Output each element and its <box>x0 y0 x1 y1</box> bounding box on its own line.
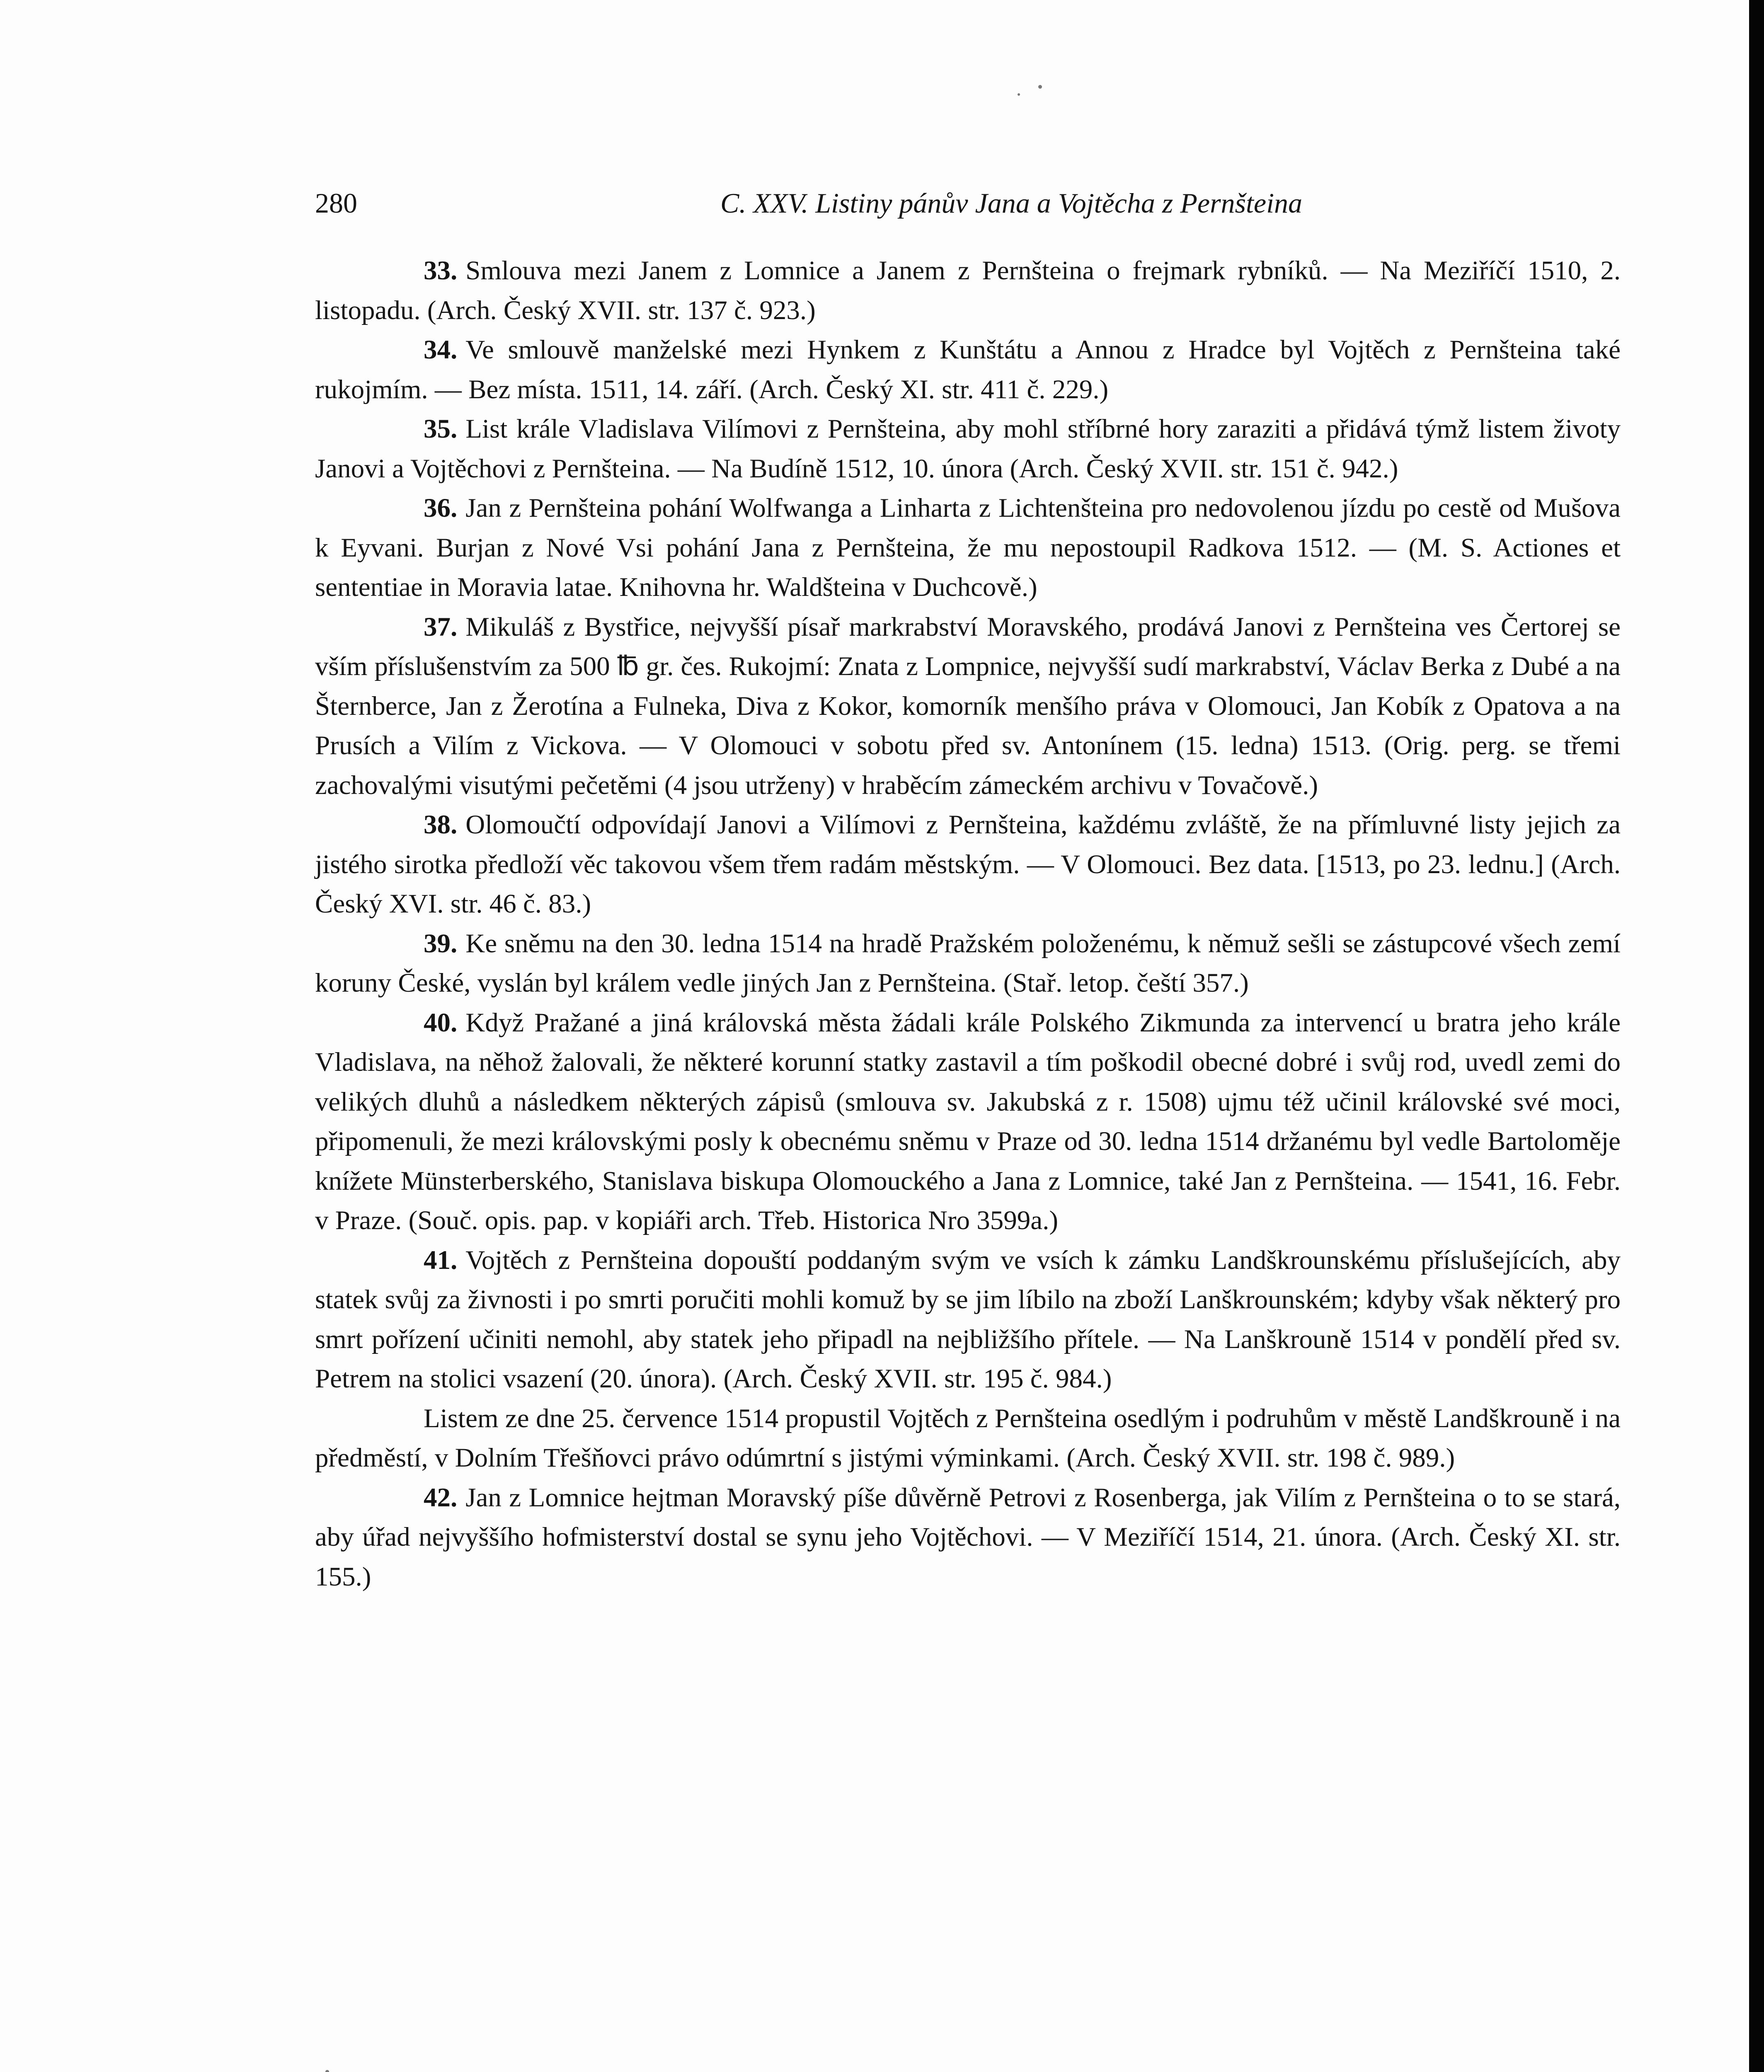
entry-number: 38. <box>424 810 458 840</box>
entry-36 <box>315 489 1621 608</box>
scan-speck <box>1038 85 1042 89</box>
entry-text: List krále Vladislava Vilímovi z Pernšteina, aby mohl stříbrné hory zaraziti a přidává týmž listem životy Janovi a Vojtěchovi z Pernšteina. — Na Budíně 1512, 10. února (Arch. Český XVII. str. 151 č. 942.) <box>315 414 1621 484</box>
entry-33 <box>315 251 1621 330</box>
page-number: 280 <box>315 187 357 219</box>
entry-text: Vojtěch z Pernšteina dopouští poddaným svým ve vsích k zámku Landškrounskému příslušejících, aby statek svůj za živnosti i po smrti poručiti mohli komuž by se jim líbilo na zboží Lanškrounském; kdyby však některý pro smrt pořízení učiniti nemohl, aby statek jeho připadl na nejbližšího přítele. — Na Lanškrouně 1514 v pondělí před sv. Petrem na stolici vsazení (20. února). (Arch. Český XVII. str. 195 č. 984.) <box>315 1245 1621 1394</box>
entry-37 <box>315 608 1621 806</box>
entry-text: Smlouva mezi Janem z Lomnice a Janem z Pernšteina o frejmark rybníků. — Na Meziříčí 1510, 2. listopadu. (Arch. Český XVII. str. 137 č. 923.) <box>315 256 1621 325</box>
entry-number: 40. <box>424 1007 458 1038</box>
scan-speck <box>325 2070 329 2072</box>
entry-text: Listem ze dne 25. července 1514 propustil Vojtěch z Pernšteina osedlým i podruhům v městě Landškrouně i na předměstí, v Dolním Třešňovci právo odúmrtní s jistými výminkami. (Arch. Český XVII. str. 198 č. 989.) <box>315 1403 1621 1473</box>
entry-35 <box>315 409 1621 489</box>
entry-number: 36. <box>424 493 458 523</box>
entry-text: Mikuláš z Bystřice, nejvyšší písař markrabství Moravského, prodává Janovi z Pernšteina ves Čertorej se vším příslušenstvím za 500 ℔ gr. čes. Rukojmí: Znata z Lompnice, nejvyšší sudí markrabství, Václav Berka z Dubé a na Šternberce, Jan z Žerotína a Fulneka, Diva z Kokor, komorník menšího práva v Olomouci, Jan Kobík z Opatova a na Prusích a Vilím z Vickova. — V Olomouci v sobotu před sv. Antonínem (15. ledna) 1513. (Orig. perg. se třemi zachovalými visutými pečetěmi (4 jsou utrženy) v hraběcím zámeckém archivu v Tovačově.) <box>315 612 1621 800</box>
scan-edge <box>1749 0 1764 2072</box>
entry-text: Jan z Pernšteina pohání Wolfwanga a Linharta z Lichtenšteina pro nedovolenou jízdu po cestě od Mušova k Eyvani. Burjan z Nové Vsi pohání Jana z Pernšteina, že mu nepostoupil Radkova 1512. — (M. S. Actiones et sententiae in Moravia latae. Knihovna hr. Waldšteina v Duchcově.) <box>315 493 1621 602</box>
entry-38 <box>315 805 1621 924</box>
entry-number: 35. <box>424 414 458 444</box>
entry-number: 33. <box>424 256 458 286</box>
entry-text: Když Pražané a jiná královská města žádali krále Polského Zikmunda za intervencí u bratra jeho krále Vladislava, na něhož žalovali, že některé korunní statky zastavil a tím poškodil obecné dobré i svůj rod, uvedl zemi do velikých dluhů a následkem některých zápisů (smlouva sv. Jakubská z r. 1508) ujmu též učinil královské své moci, připomenuli, že mezi královskými posly k obecnému sněmu v Praze od 30. ledna 1514 držanému byl vedle Bartoloměje knížete Münsterberského, Stanislava biskupa Olomouckého a Jana z Lomnice, také Jan z Pernšteina. — 1541, 16. Febr. v Praze. (Souč. opis. pap. v kopiáři arch. Třeb. Historica Nro 3599a.) <box>315 1007 1621 1235</box>
scan-speck <box>1018 93 1020 96</box>
entry-text: Ve smlouvě manželské mezi Hynkem z Kunštátu a Annou z Hradce byl Vojtěch z Pernšteina také rukojmím. — Bez místa. 1511, 14. září. (Arch. Český XI. str. 411 č. 229.) <box>315 335 1621 404</box>
entry-41 <box>315 1241 1621 1399</box>
entry-text: Olomoučtí odpovídají Janovi a Vilímovi z Pernšteina, každému zvláště, že na přímluvné listy jejich za jistého sirotka předloží věc takovou všem třem radám městským. — V Olomouci. Bez data. [1513, po 23. lednu.] (Arch. Český XVI. str. 46 č. 83.) <box>315 810 1621 919</box>
text-block <box>315 182 1621 1597</box>
entry-text: Ke sněmu na den 30. ledna 1514 na hradě Pražském položenému, k němuž sešli se zástupcové všech zemí koruny České, vyslán byl králem vedle jiných Jan z Pernšteina. (Stař. letop. čeští 357.) <box>315 928 1621 998</box>
entry-34 <box>315 330 1621 409</box>
entry-text: Jan z Lomnice hejtman Moravský píše důvěrně Petrovi z Rosenberga, jak Vilím z Pernšteina o to se stará, aby úřad nejvyššího hofmisterství dostal se synu jeho Vojtěchovi. — V Meziříčí 1514, 21. února. (Arch. Český XI. str. 155.) <box>315 1482 1621 1592</box>
entry-39 <box>315 924 1621 1003</box>
entry-list <box>315 251 1621 1597</box>
entry-42 <box>315 1478 1621 1597</box>
entry-number: 37. <box>424 612 458 642</box>
running-title: C. XXV. Listiny pánův Jana a Vojtěcha z Pernšteina <box>720 187 1302 219</box>
entry-number: 39. <box>424 928 458 959</box>
entry-number: 41. <box>424 1245 458 1275</box>
entry-40 <box>315 1003 1621 1241</box>
entry-number: 34. <box>424 335 458 365</box>
entry-41-addendum <box>315 1399 1621 1478</box>
running-head <box>315 182 1621 224</box>
entry-number: 42. <box>424 1482 458 1513</box>
